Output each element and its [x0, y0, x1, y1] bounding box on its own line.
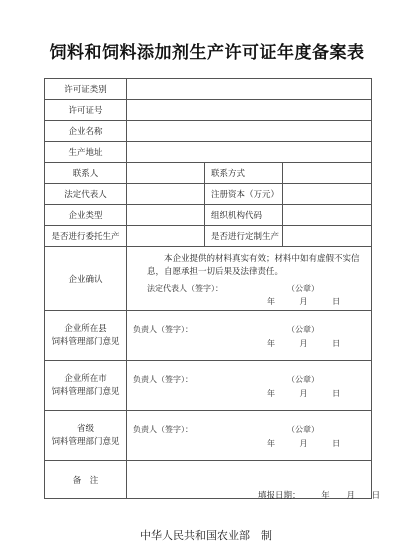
license-category-field[interactable] [127, 79, 372, 100]
contact-person-field[interactable] [127, 163, 205, 184]
registered-capital-label: 注册资本（万元） [205, 184, 283, 205]
province-opinion-label [45, 411, 127, 461]
license-number-label: 许可证号 [45, 100, 127, 121]
county-opinion-date [267, 338, 340, 349]
fill-date [258, 489, 380, 501]
province-signer: 负责人（签字）： [133, 425, 193, 434]
province-opinion-label-line2: 饲料管理部门意见 [51, 436, 120, 447]
fill-date-day: 日 [371, 491, 381, 501]
custom-production-field[interactable] [283, 226, 372, 247]
org-code-label: 组织机构代码 [205, 205, 283, 226]
contact-person-label: 联系人 [45, 163, 127, 184]
license-number-field[interactable] [127, 100, 372, 121]
date-day: 日 [332, 389, 341, 398]
production-address-label: 生产地址 [45, 142, 127, 163]
contact-method-field[interactable] [283, 163, 372, 184]
company-type-label: 企业类型 [45, 205, 127, 226]
date-day: 日 [332, 339, 341, 348]
province-seal: （公章） [287, 425, 319, 434]
company-confirm-cell[interactable] [127, 247, 372, 311]
filing-form-table [44, 78, 372, 499]
remarks-label: 备 注 [45, 461, 127, 499]
entrusted-production-field[interactable] [127, 226, 205, 247]
fill-date-month: 月 [346, 491, 355, 501]
city-opinion-date [267, 388, 340, 399]
fill-date-year: 年 [321, 491, 330, 501]
issuer-footer: 中华人民共和国农业部 制 [140, 529, 272, 542]
city-seal: （公章） [287, 375, 319, 384]
production-address-field[interactable] [127, 142, 372, 163]
city-signer: 负责人（签字）： [133, 375, 193, 384]
company-confirm-statement: 本企业提供的材料真实有效；材料中如有虚假不实信息，自愿承担一切后果及法律责任。 [147, 254, 360, 277]
company-confirm-label: 企业确认 [45, 247, 127, 311]
date-year: 年 [267, 297, 275, 306]
date-year: 年 [267, 439, 275, 448]
date-year: 年 [267, 389, 275, 398]
city-opinion-label-line2: 饲料管理部门意见 [51, 386, 120, 397]
company-name-field[interactable] [127, 121, 372, 142]
city-opinion-label-line1: 企业所在市 [64, 373, 107, 384]
custom-production-label: 是否进行定制生产 [205, 226, 283, 247]
date-day: 日 [332, 297, 341, 306]
date-month: 月 [299, 439, 308, 448]
legal-rep-label: 法定代表人 [45, 184, 127, 205]
city-opinion-cell[interactable] [127, 361, 372, 411]
company-type-field[interactable] [127, 205, 205, 226]
date-day: 日 [332, 439, 341, 448]
city-opinion-label [45, 361, 127, 411]
date-year: 年 [267, 339, 275, 348]
company-name-label: 企业名称 [45, 121, 127, 142]
org-code-field[interactable] [283, 205, 372, 226]
company-confirm-date [267, 296, 340, 307]
date-month: 月 [299, 339, 308, 348]
form-title: 饲料和饲料添加剂生产许可证年度备案表 [49, 43, 365, 63]
province-opinion-label-line1: 省级 [76, 423, 94, 434]
legal-rep-signature: 法定代表人（签字）： [147, 284, 223, 293]
contact-method-label: 联系方式 [205, 163, 283, 184]
fill-date-label: 填报日期： [258, 491, 301, 501]
legal-rep-field[interactable] [127, 184, 205, 205]
date-month: 月 [299, 389, 308, 398]
province-opinion-date [267, 438, 340, 449]
company-seal: （公章） [287, 284, 319, 293]
county-opinion-label-line2: 饲料管理部门意见 [51, 336, 120, 347]
county-opinion-label-line1: 企业所在县 [64, 323, 107, 334]
county-seal: （公章） [287, 325, 319, 334]
province-opinion-cell[interactable] [127, 411, 372, 461]
registered-capital-field[interactable] [283, 184, 372, 205]
county-signer: 负责人（签字）： [133, 325, 193, 334]
county-opinion-label [45, 311, 127, 361]
entrusted-production-label: 是否进行委托生产 [45, 226, 127, 247]
date-month: 月 [299, 297, 308, 306]
license-category-label: 许可证类别 [45, 79, 127, 100]
county-opinion-cell[interactable] [127, 311, 372, 361]
